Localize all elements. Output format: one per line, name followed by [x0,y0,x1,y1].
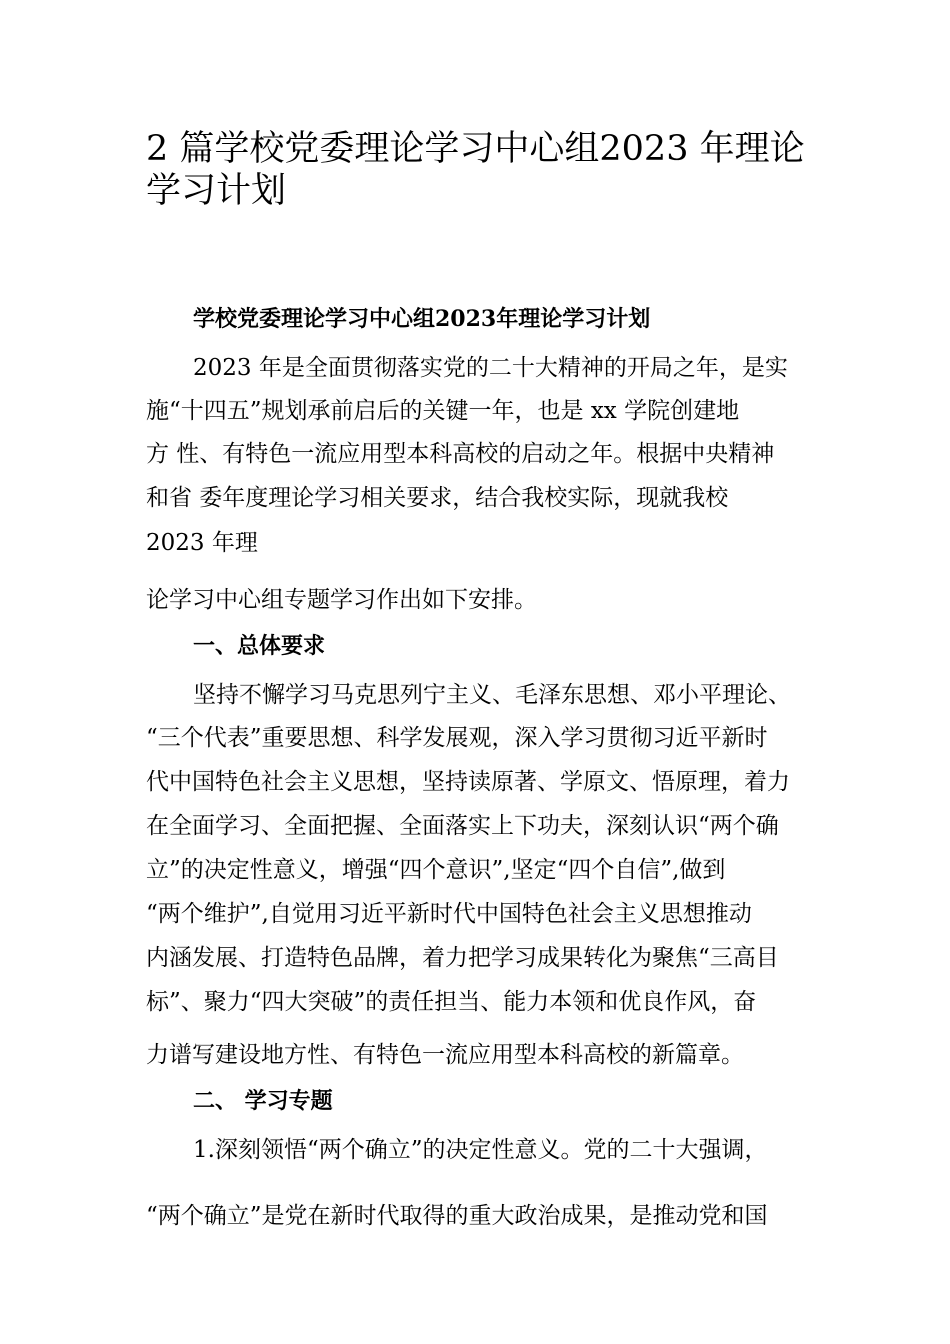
body-line: “两个确立”是党在新时代取得的重大政治成果，是推动党和国 [146,1203,768,1229]
document-subtitle: 学校党委理论学习中心组2023年理论学习计划 [193,306,651,332]
body-line: 代中国特色社会主义思想，坚持读原著、学原文、悟原理，着力 [146,769,790,795]
body-line: 坚持不懈学习马克思列宁主义、毛泽东思想、邓小平理论、 [193,682,791,708]
document-title: 2 篇学校党委理论学习中心组2023 年理论学习计划 [146,129,805,211]
intro-line: 2023 年是全面贯彻落实党的二十大精神的开局之年，是实 [193,355,788,381]
body-line: 立”的决定性意义，增强“四个意识”,坚定“四个自信”,做到 [146,857,726,883]
intro-line: 施“十四五”规划承前启后的关键一年，也是 xx 学院创建地 [146,398,740,424]
body-line: “三个代表”重要思想、科学发展观，深入学习贯彻习近平新时 [146,725,768,751]
section-heading: 二、 学习专题 [193,1088,333,1114]
body-line: 标”、聚力“四大突破”的责任担当、能力本领和优良作风，奋 [146,989,757,1015]
body-line: 内涵发展、打造特色品牌，着力把学习成果转化为聚焦“三高目 [146,945,779,971]
body-line: “两个维护”,自觉用习近平新时代中国特色社会主义思想推动 [146,901,752,927]
intro-line: 方 性、有特色一流应用型本科高校的启动之年。根据中央精神 [146,441,775,467]
intro-line: 和省 委年度理论学习相关要求，结合我校实际，现就我校 [146,485,729,511]
intro-line: 2023 年理 [146,530,258,556]
body-line: 1.深刻领悟“两个确立”的决定性意义。党的二十大强调， [193,1137,768,1163]
body-line: 在全面学习、全面把握、全面落实上下功夫，深刻认识“两个确 [146,813,779,839]
body-line: 力谱写建设地方性、有特色一流应用型本科高校的新篇章。 [146,1042,744,1068]
intro-line: 论学习中心组专题学习作出如下安排。 [146,587,537,613]
section-heading: 一、总体要求 [193,633,326,659]
